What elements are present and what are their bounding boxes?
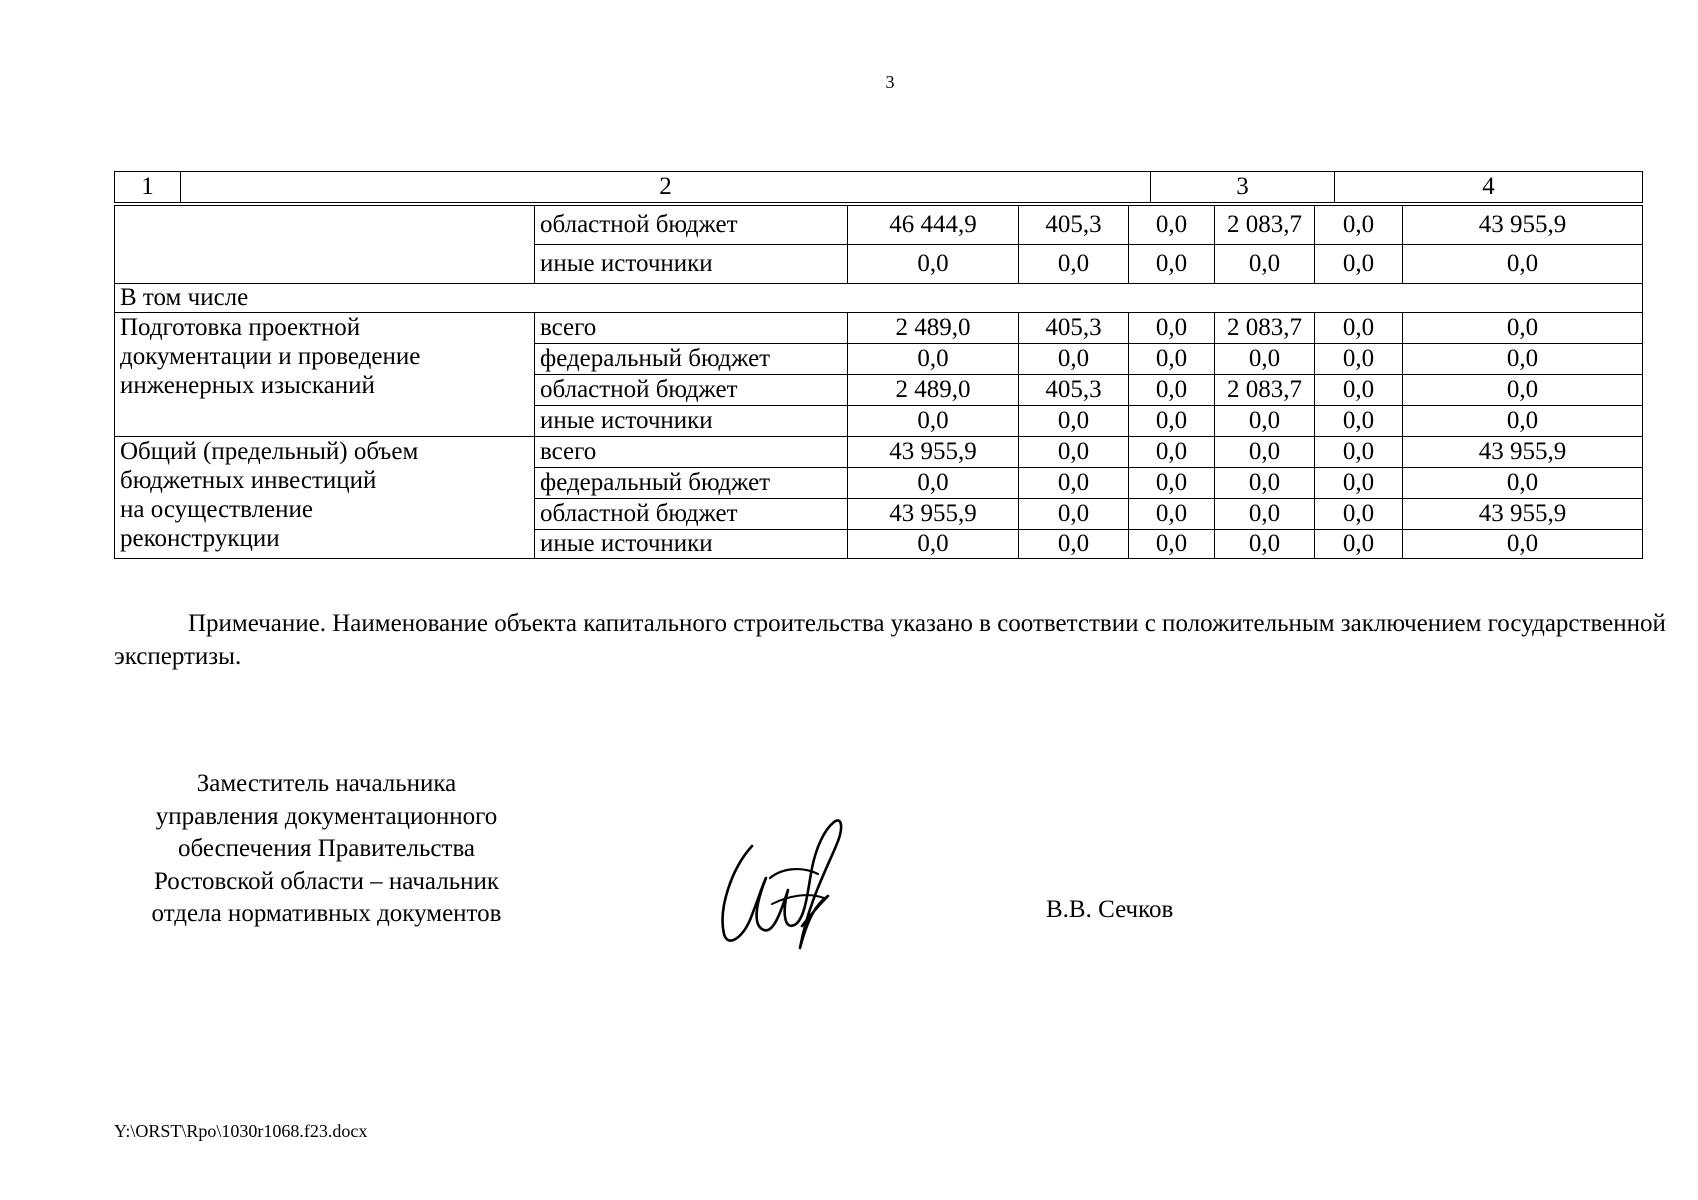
table-row — [115, 437, 1643, 468]
section-row — [115, 284, 1643, 313]
item-name-line: инженерных изысканий — [120, 372, 375, 399]
value-cell: 2 083,7 — [1215, 313, 1315, 344]
value-cell: 0,0 — [1019, 344, 1129, 375]
value-cell: 0,0 — [1215, 499, 1315, 530]
header-cell: 3 — [1151, 172, 1335, 203]
value-cell: 0,0 — [1315, 406, 1403, 437]
value-cell: 0,0 — [1129, 245, 1215, 284]
value-cell: 0,0 — [1403, 344, 1643, 375]
value-cell: 0,0 — [1215, 437, 1315, 468]
value-cell: 2 083,7 — [1215, 375, 1315, 406]
table-row — [115, 313, 1643, 344]
funding-source: областной бюджет — [535, 206, 848, 245]
value-cell: 0,0 — [1215, 344, 1315, 375]
value-cell: 0,0 — [848, 245, 1019, 284]
header-cell: 2 — [181, 172, 1151, 203]
value-cell: 0,0 — [1129, 437, 1215, 468]
item-name-line: Общий (предельный) объем — [120, 438, 419, 465]
signer-title-line: Заместитель начальника — [196, 770, 457, 797]
value-cell: 0,0 — [1019, 437, 1129, 468]
signer-title — [114, 768, 539, 931]
funding-source: федеральный бюджет — [535, 468, 848, 499]
value-cell: 43 955,9 — [848, 437, 1019, 468]
value-cell: 0,0 — [1019, 406, 1129, 437]
value-cell: 0,0 — [848, 468, 1019, 499]
funding-source: всего — [535, 437, 848, 468]
value-cell: 0,0 — [1315, 468, 1403, 499]
value-cell: 2 489,0 — [848, 313, 1019, 344]
value-cell: 0,0 — [848, 344, 1019, 375]
value-cell: 0,0 — [1215, 530, 1315, 559]
value-cell: 0,0 — [1315, 530, 1403, 559]
funding-source: иные источники — [535, 245, 848, 284]
header-row — [115, 172, 1643, 203]
value-cell: 0,0 — [1315, 344, 1403, 375]
signer-title-line: обеспечения Правительства — [177, 835, 476, 862]
value-cell: 0,0 — [848, 406, 1019, 437]
funding-source: федеральный бюджет — [535, 344, 848, 375]
signer-title-line: отдела нормативных документов — [151, 900, 502, 927]
value-cell: 0,0 — [1019, 245, 1129, 284]
budget-table — [114, 205, 1643, 559]
value-cell: 46 444,9 — [848, 206, 1019, 245]
value-cell: 43 955,9 — [848, 499, 1019, 530]
value-cell: 0,0 — [1403, 313, 1643, 344]
value-cell: 0,0 — [1403, 406, 1643, 437]
handwritten-signature — [712, 808, 862, 958]
value-cell: 2 489,0 — [848, 375, 1019, 406]
header-cell: 1 — [115, 172, 181, 203]
table-row — [115, 206, 1643, 245]
value-cell: 0,0 — [1215, 245, 1315, 284]
item-name — [115, 313, 535, 437]
funding-source: областной бюджет — [535, 375, 848, 406]
funding-source: областной бюджет — [535, 499, 848, 530]
signer-title-line: Ростовской области – начальник — [153, 867, 500, 895]
value-cell: 0,0 — [1129, 375, 1215, 406]
funding-source: иные источники — [535, 406, 848, 437]
value-cell: 2 083,7 — [1215, 206, 1315, 245]
value-cell: 43 955,9 — [1403, 206, 1643, 245]
value-cell: 43 955,9 — [1403, 437, 1643, 468]
value-cell: 0,0 — [1403, 375, 1643, 406]
value-cell: 0,0 — [1215, 468, 1315, 499]
value-cell: 0,0 — [1129, 206, 1215, 245]
value-cell: 0,0 — [1129, 313, 1215, 344]
file-path: Y:\ORST\Rpo\1030r1068.f23.docx — [114, 1121, 368, 1141]
value-cell: 0,0 — [1019, 530, 1129, 559]
item-name-line: реконструкции — [120, 525, 280, 552]
value-cell: 405,3 — [1019, 313, 1129, 344]
value-cell: 0,0 — [1129, 530, 1215, 559]
section-label: В том числе — [115, 284, 1643, 313]
value-cell: 405,3 — [1019, 206, 1129, 245]
item-name-line: Подготовка проектной — [120, 314, 361, 341]
value-cell: 0,0 — [1129, 499, 1215, 530]
page-number: 3 — [885, 72, 895, 92]
header-cell: 4 — [1335, 172, 1643, 203]
value-cell: 43 955,9 — [1403, 499, 1643, 530]
value-cell: 0,0 — [1315, 206, 1403, 245]
signer-title-line: управления документационного — [155, 802, 498, 830]
item-name-line: на осуществление — [120, 496, 314, 523]
value-cell: 0,0 — [1215, 406, 1315, 437]
value-cell: 0,0 — [1403, 530, 1643, 559]
item-name — [115, 437, 535, 559]
value-cell: 0,0 — [1403, 468, 1643, 499]
value-cell: 0,0 — [1129, 468, 1215, 499]
value-cell: 0,0 — [1019, 468, 1129, 499]
value-cell: 0,0 — [1129, 344, 1215, 375]
column-number-header — [114, 171, 1643, 203]
value-cell: 0,0 — [1019, 499, 1129, 530]
funding-source: всего — [535, 313, 848, 344]
value-cell: 0,0 — [848, 530, 1019, 559]
value-cell: 0,0 — [1315, 375, 1403, 406]
item-name-line: бюджетных инвестиций — [120, 467, 377, 494]
funding-source: иные источники — [535, 530, 848, 559]
value-cell: 0,0 — [1315, 313, 1403, 344]
value-cell: 0,0 — [1129, 406, 1215, 437]
value-cell: 0,0 — [1315, 499, 1403, 530]
value-cell: 0,0 — [1403, 245, 1643, 284]
empty-name-cell — [115, 206, 535, 284]
value-cell: 0,0 — [1315, 437, 1403, 468]
value-cell: 0,0 — [1315, 245, 1403, 284]
note-paragraph: Примечание. Наименование объекта капитального строительства указано в соответствии с положительным заключением государственной экспертизы. — [114, 610, 1666, 670]
item-name-line: документации и проведение — [120, 343, 421, 370]
signer-name: В.В. Сечков — [1046, 896, 1174, 923]
value-cell: 405,3 — [1019, 375, 1129, 406]
